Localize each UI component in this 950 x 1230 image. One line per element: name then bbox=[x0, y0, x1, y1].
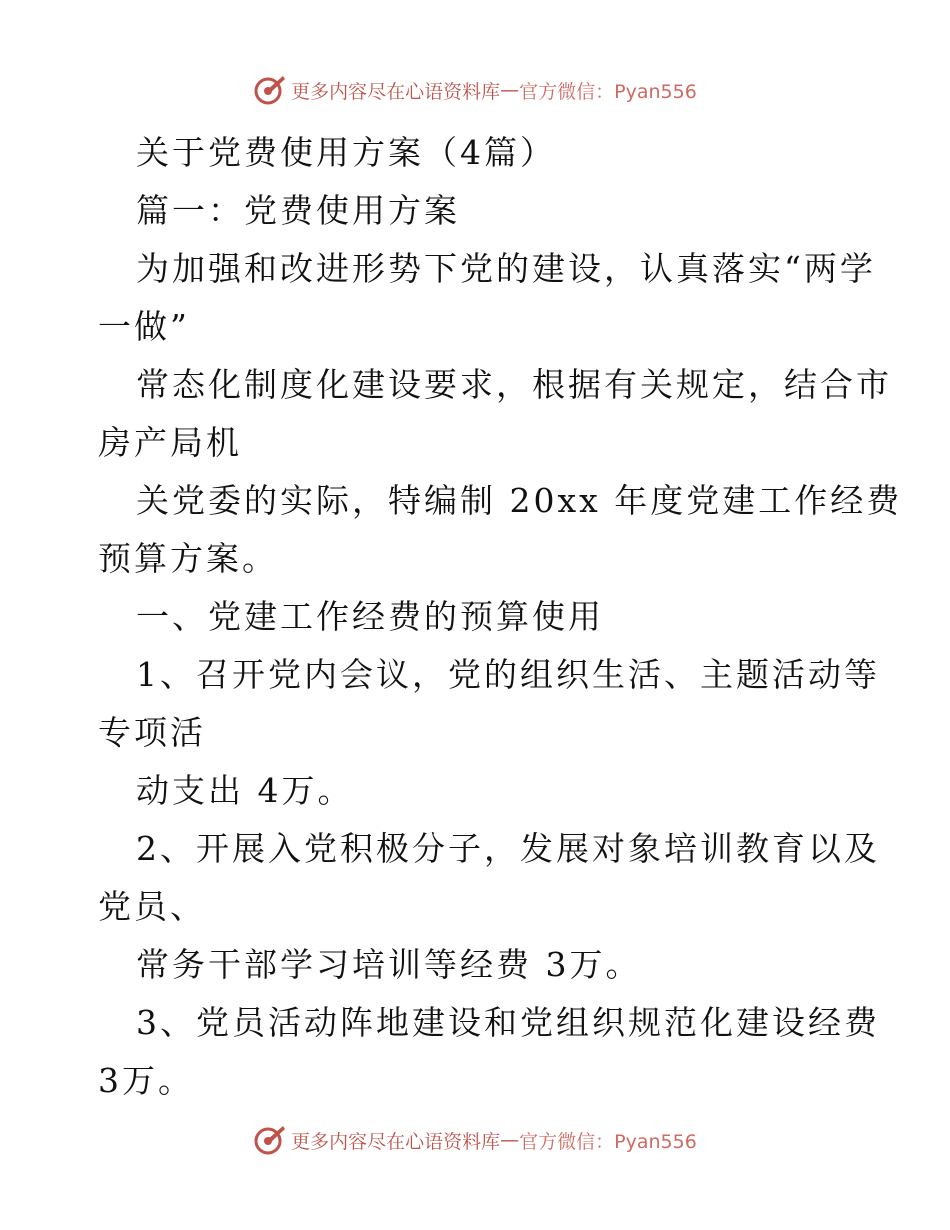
wechat-contact: 官方微信：Pyan556 bbox=[519, 1130, 697, 1153]
list-item-line: 党员、 bbox=[98, 887, 206, 926]
footer-watermark-banner bbox=[0, 1120, 950, 1160]
banner-separator: — bbox=[500, 1129, 520, 1151]
section-heading: 篇一：党费使用方案 bbox=[136, 191, 460, 230]
brand-logo-icon bbox=[253, 73, 287, 107]
list-item-line: 3、党员活动阵地建设和党组织规范化建设经费 bbox=[136, 1003, 880, 1042]
header-watermark-banner bbox=[0, 70, 950, 110]
list-item-line: 3万。 bbox=[98, 1061, 194, 1100]
list-item-line: 专项活 bbox=[98, 713, 206, 752]
banner-text: 更多内容尽在心语资料库 bbox=[291, 80, 501, 103]
paragraph-line: 常态化制度化建设要求，根据有关规定，结合市 bbox=[136, 365, 892, 404]
paragraph-line: 一做” bbox=[98, 307, 190, 346]
subsection-heading: 一、党建工作经费的预算使用 bbox=[136, 597, 604, 636]
paragraph-line: 为加强和改进形势下党的建设，认真落实“两学 bbox=[136, 249, 876, 288]
doc-title: 关于党费使用方案（4篇） bbox=[136, 133, 556, 172]
list-item-line: 常务干部学习培训等经费 3万。 bbox=[136, 945, 642, 984]
brand-logo-icon bbox=[253, 1123, 287, 1157]
wechat-contact: 官方微信：Pyan556 bbox=[519, 80, 697, 103]
paragraph-line: 房产局机 bbox=[98, 423, 242, 462]
banner-text: 更多内容尽在心语资料库 bbox=[291, 1130, 501, 1153]
banner-separator: — bbox=[500, 79, 520, 101]
list-item-line: 动支出 4万。 bbox=[136, 771, 354, 810]
list-item-line: 1、召开党内会议，党的组织生活、主题活动等 bbox=[136, 655, 880, 694]
paragraph-line: 预算方案。 bbox=[98, 539, 278, 578]
document-body bbox=[98, 124, 903, 1110]
list-item-line: 2、开展入党积极分子，发展对象培训教育以及 bbox=[136, 829, 880, 868]
paragraph-line: 关党委的实际，特编制 20xx 年度党建工作经费 bbox=[136, 481, 903, 520]
